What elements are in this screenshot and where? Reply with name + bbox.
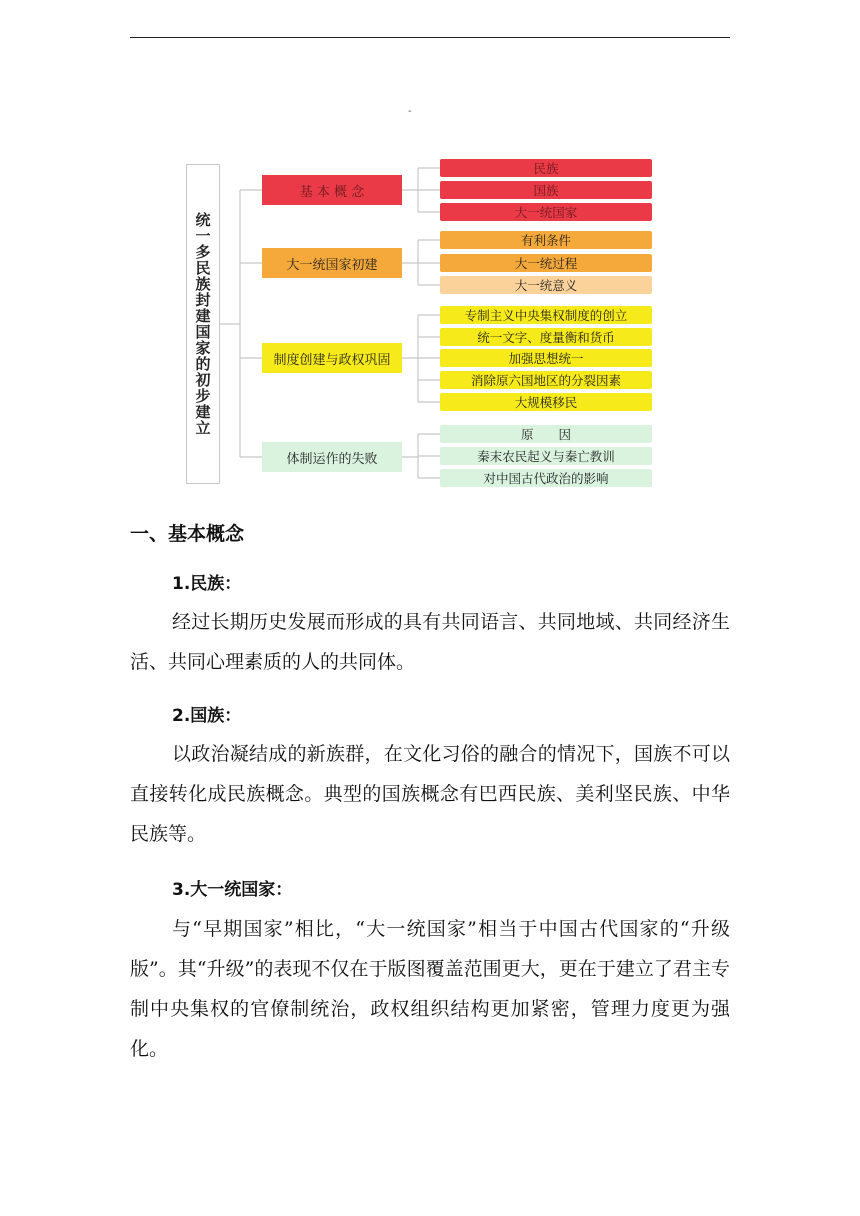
leaf-uprising-lessons: 秦末农民起义与秦亡教训 [440,447,652,465]
item-heading-minzu: 1.民族： [172,574,242,594]
mindmap-root-label: 统一多民族封建国家的初步建立 [193,212,212,436]
item-text-minzu: 经过长期历史发展而形成的具有共同语言、共同地域、共同经济生活、共同心理素质的人的共同体。 [130,611,730,673]
leaf-influence: 对中国古代政治的影响 [440,469,652,487]
category-institutions: 制度创建与政权巩固 [262,343,402,373]
mindmap-root [186,164,220,484]
leaf-unification-process: 大一统过程 [440,254,652,272]
leaf-standardization: 统一文字、度量衡和货币 [440,328,652,346]
item-heading-dayitong: 3.大一统国家： [172,880,293,900]
leaf-remove-division: 消除原六国地区的分裂因素 [440,371,652,389]
leaf-guozu: 国族 [440,181,652,199]
category-failure: 体制运作的失败 [262,442,402,472]
header-rule [130,37,730,38]
leaf-unification-significance: 大一统意义 [440,276,652,294]
item-heading-guozu: 2.国族： [172,706,242,726]
leaf-dayitong-guojia: 大一统国家 [440,203,652,221]
category-basic-concepts: 基 本 概 念 [262,175,402,205]
leaf-favorable-conditions: 有利条件 [440,231,652,249]
item-text-guozu: 以政治凝结成的新族群，在文化习俗的融合的情况下，国族不可以直接转化成民族概念。典型的国族概念有巴西民族、美利坚民族、中华民族等。 [130,743,730,845]
leaf-thought-unity: 加强思想统一 [440,349,652,367]
leaf-causes: 原 因 [440,425,652,443]
category-unification: 大一统国家初建 [262,248,402,278]
header-mark: - [408,106,412,117]
leaf-central-system: 专制主义中央集权制度的创立 [440,306,652,324]
section-title: 一、基本概念 [130,523,245,545]
mind-map [178,150,668,495]
leaf-migration: 大规模移民 [440,393,652,411]
leaf-minzu: 民族 [440,159,652,177]
item-text-dayitong: 与“早期国家”相比，“大一统国家”相当于中国古代国家的“升级版”。其“升级”的表现不仅在于版图覆盖范围更大，更在于建立了君主专制中央集权的官僚制统治，政权组织结构更加紧密，管理力度更为强化。 [130,918,730,1060]
